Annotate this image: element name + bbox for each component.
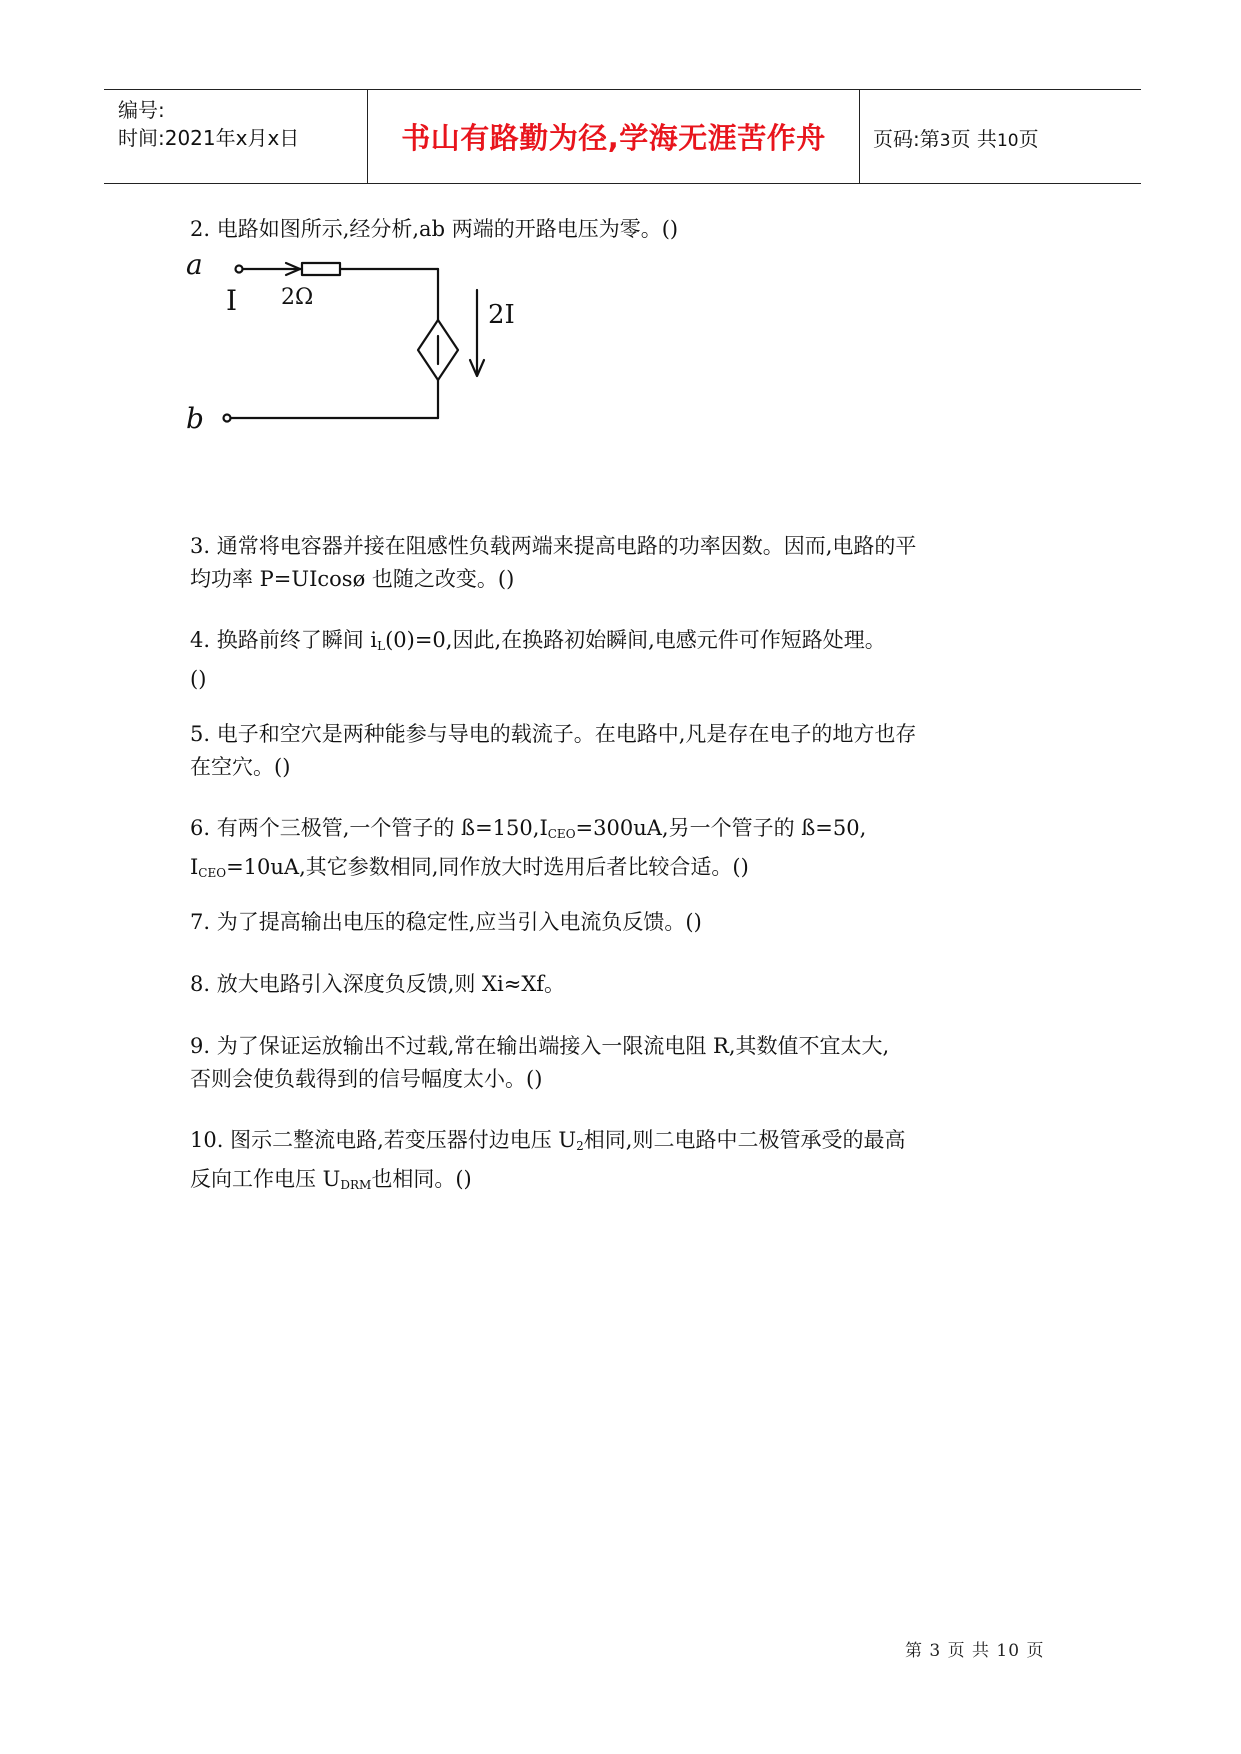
- source-label: 2I: [488, 300, 515, 330]
- question-6-line-1: 6. 有两个三极管,一个管子的 $ß=150,I_{CEO}=300uA$,另一个管子的 ß=50,: [190, 816, 867, 841]
- current-label: I: [226, 284, 238, 317]
- question-9: [190, 1030, 1090, 1096]
- resistor: [302, 263, 340, 275]
- question-7: 7. 为了提高输出电压的稳定性,应当引入电流负反馈。(): [190, 910, 702, 934]
- header-divider: [859, 90, 860, 183]
- node-a-label: a: [186, 250, 203, 281]
- question-10-line-1: 10. 图示二整流电路,若变压器付边电压 $U_2$相同,则二电路中二极管承受的最高: [190, 1128, 906, 1153]
- question-9-line-2: 否则会使负载得到的信号幅度太小。(): [190, 1067, 543, 1091]
- serial-label: 编号:: [118, 98, 165, 122]
- question-10-line-2: 反向工作电压 $U_{DRM}$也相同。(): [190, 1167, 472, 1192]
- page-total: 10: [996, 131, 1019, 151]
- resistor-label: 2Ω: [281, 285, 314, 310]
- question-5: [190, 718, 1090, 784]
- question-5-line-1: 5. 电子和空穴是两种能参与导电的载流子。在电路中,凡是存在电子的地方也存: [190, 722, 917, 746]
- page-current: 3: [939, 131, 951, 151]
- question-4-line-2: (): [190, 667, 207, 691]
- header-meta: [118, 96, 299, 152]
- header-motto: 书山有路勤为径,学海无涯苦作舟: [401, 121, 826, 155]
- question-5-line-2: 在空穴。(): [190, 755, 291, 779]
- page-mid: 页 共: [950, 127, 997, 151]
- node-b-label: b: [186, 402, 204, 435]
- question-4: [190, 624, 1090, 696]
- question-3-line-1: 3. 通常将电容器并接在阻感性负载两端来提高电路的功率因数。因而,电路的平: [190, 534, 917, 558]
- question-2: 2. 电路如图所示,经分析,ab 两端的开路电压为零。(): [190, 217, 679, 241]
- question-3: [190, 530, 1090, 596]
- page-prefix: 页码:第: [873, 127, 940, 151]
- header-page-number: [873, 123, 1039, 152]
- question-9-line-1: 9. 为了保证运放输出不过载,常在输出端接入一限流电阻 R,其数值不宜太大,: [190, 1034, 890, 1058]
- question-6-line-2: $I_{CEO}=10uA$,其它参数相同,同作放大时选用后者比较合适。(): [190, 855, 749, 880]
- question-8: 8. 放大电路引入深度负反馈,则 Xi≈Xf。: [190, 972, 566, 996]
- circuit-diagram: [186, 250, 526, 440]
- question-6: [190, 812, 1090, 890]
- terminal-b: [224, 415, 231, 422]
- page-header: [104, 89, 1141, 184]
- page-suffix: 页: [1018, 127, 1039, 151]
- question-3-line-2: 均功率 P=UIcosø 也随之改变。(): [190, 567, 515, 591]
- terminal-a: [236, 266, 243, 273]
- time-label: 时间:2021年x月x日: [118, 126, 300, 150]
- question-10: [190, 1124, 1090, 1202]
- page-footer: 第 3 页 共 10 页: [905, 1641, 1045, 1661]
- question-4-line-1: 4. 换路前终了瞬间 $i_L(0)=0$,因此,在换路初始瞬间,电感元件可作短路处理。: [190, 628, 886, 653]
